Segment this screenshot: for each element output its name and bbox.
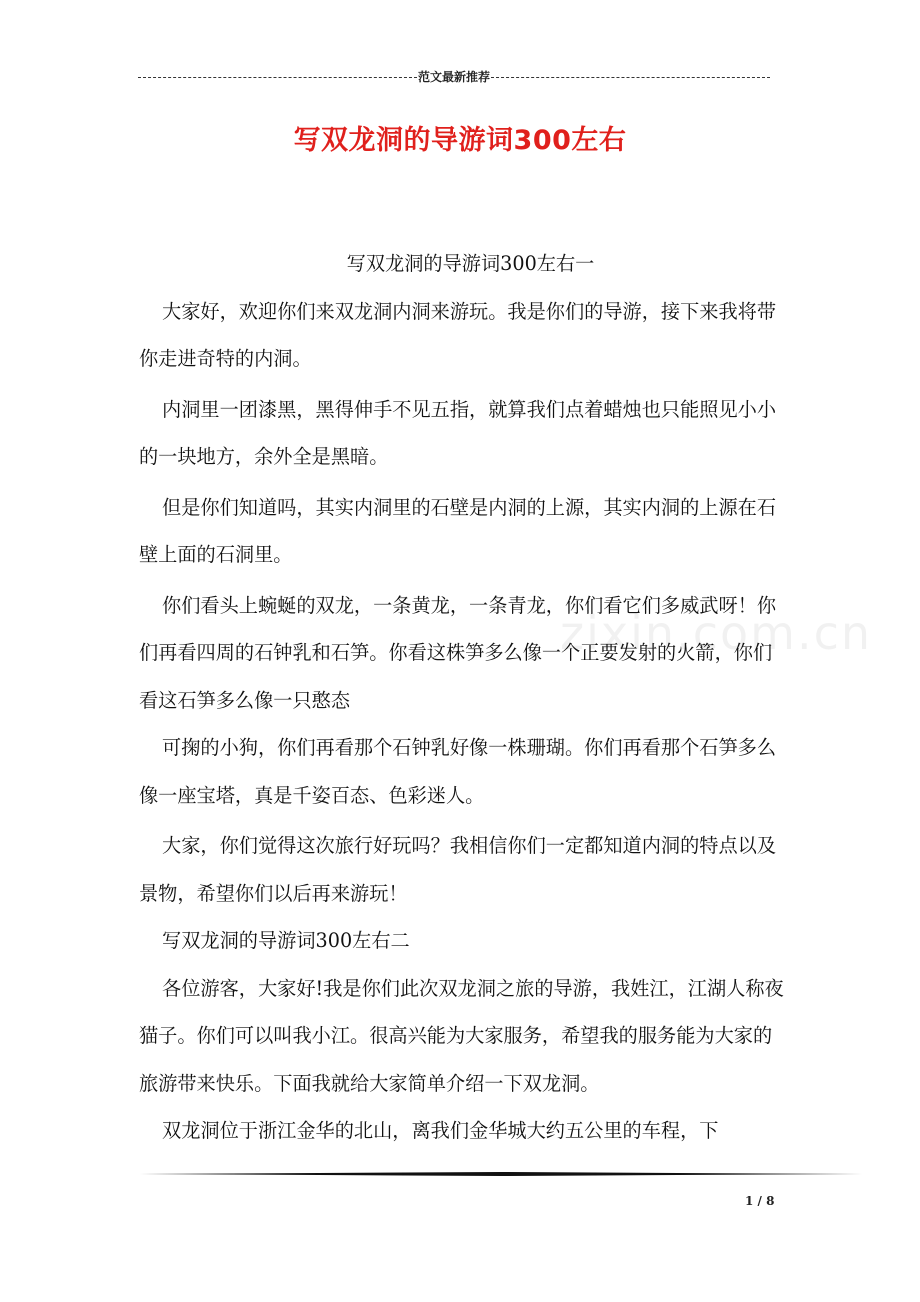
header-dash-left	[138, 77, 417, 78]
paragraph: 你们看头上蜿蜒的双龙，一条黄龙，一条青龙，你们看它们多威武呀！你们再看四周的石钟乳和石笋。你看这株笋多么像一个正要发射的火箭，你们看这石笋多么像一只憨态	[139, 593, 777, 712]
section-heading-2: 写双龙洞的导游词300左右二	[162, 929, 410, 952]
document-title: 写双龙洞的导游词300左右	[293, 125, 627, 156]
watermark: zixin.com.cn	[560, 606, 873, 660]
running-header	[138, 68, 770, 85]
paragraph: 大家，你们觉得这次旅行好玩吗？我相信你们一定都知道内洞的特点以及景物，希望你们以后再来游玩！	[139, 834, 777, 905]
footer-rule	[140, 1172, 862, 1176]
paragraph: 大家好，欢迎你们来双龙洞内洞来游玩。我是你们的导游，接下来我将带你走进奇特的内洞。	[139, 299, 777, 370]
header-label: 范文最新推荐	[418, 70, 491, 84]
paragraph: 内洞里一团漆黑，黑得伸手不见五指，就算我们点着蜡烛也只能照见小小的一块地方，余外全是黑暗。	[139, 397, 777, 468]
paragraph: 各位游客，大家好!我是你们此次双龙洞之旅的导游，我姓江，江湖人称夜猫子。你们可以叫我小江。很高兴能为大家服务，希望我的服务能为大家的旅游带来快乐。下面我就给大家简单介绍一下双龙洞。	[139, 976, 784, 1095]
paragraph: 但是你们知道吗，其实内洞里的石壁是内洞的上源，其实内洞的上源在石壁上面的石洞里。	[139, 495, 777, 566]
header-dash-right	[491, 77, 770, 78]
paragraph: 可掬的小狗，你们再看那个石钟乳好像一株珊瑚。你们再看那个石笋多么像一座宝塔，真是千姿百态、色彩迷人。	[139, 736, 777, 807]
document-body	[139, 240, 784, 1155]
page-number: 1 / 8	[745, 1194, 775, 1208]
section-heading-1: 写双龙洞的导游词300左右一	[346, 252, 595, 275]
paragraph: 双龙洞位于浙江金华的北山，离我们金华城大约五公里的车程，下	[162, 1119, 719, 1142]
